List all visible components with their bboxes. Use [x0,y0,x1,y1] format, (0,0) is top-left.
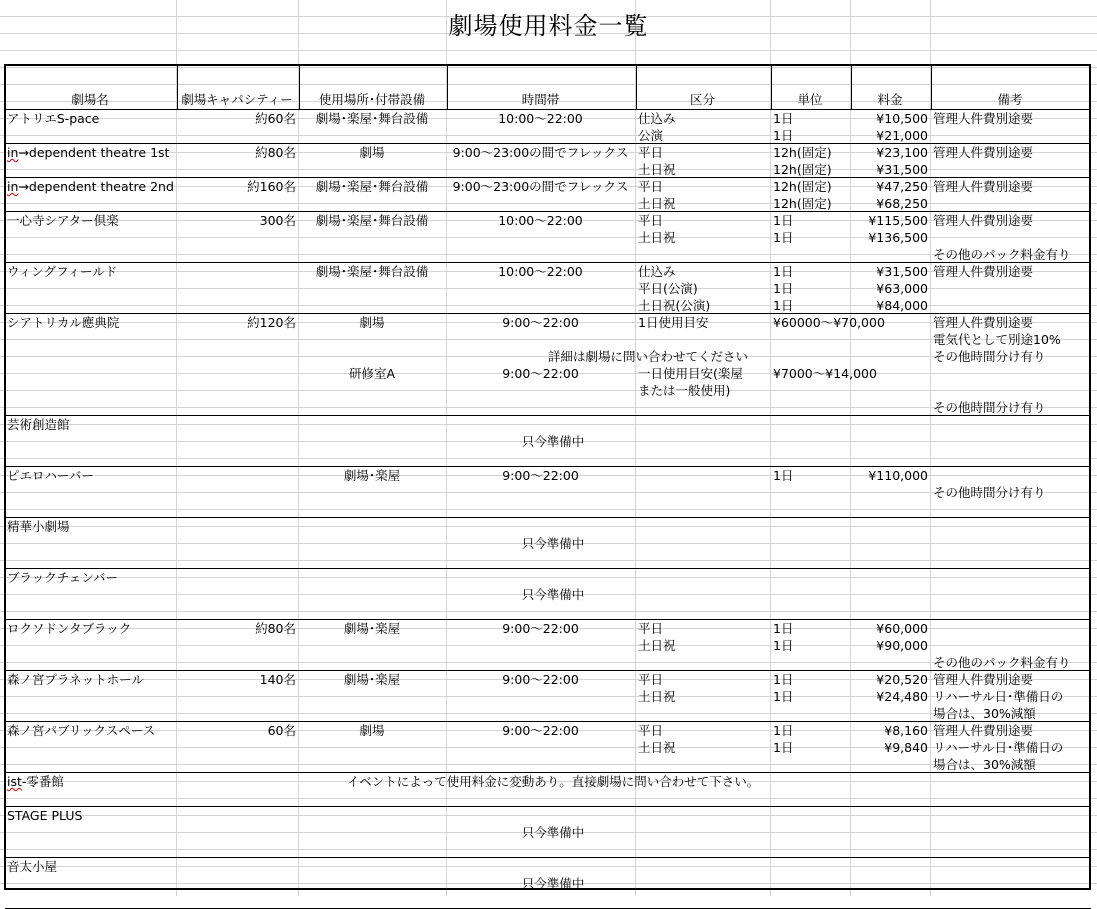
note: リハーサル日･準備日の [933,740,1064,755]
time-slot: 9:00〜22:00 [502,468,579,483]
capacity: 約80名 [255,621,296,636]
theater-name: ピエロハーバー [7,468,94,483]
theater-name: シアトリカル應典院 [7,315,120,330]
capacity: 300名 [259,213,296,228]
category: 平日(公演) [638,281,698,296]
capacity: 140名 [259,672,296,687]
time-slot: 9:00〜23:00の間でフレックス [452,145,629,160]
note: 管理人件費別途要 [933,672,1034,687]
usage-place: 劇場･楽屋 [343,672,401,687]
fee: ¥47,250 [876,179,928,194]
note: 管理人件費別途要 [933,179,1034,194]
usage-place: 劇場･楽屋･舞台設備 [315,264,429,279]
unit: 12h(固定) [773,145,832,160]
fee: ¥8,160 [884,723,928,738]
page-title: 劇場使用料金一覧 [448,12,649,40]
theater-name: STAGE PLUS [7,808,83,823]
fee: ¥136,500 [868,230,928,245]
category: 土日祝 [638,196,676,211]
note: 管理人件費別途要 [933,723,1034,738]
capacity: 約120名 [247,315,296,330]
header-capacity: 劇場キャパシティー [181,92,293,107]
theater-name: ブラックチェンバー [7,570,119,585]
unit: 1日 [773,689,794,704]
usage-place: 劇場 [359,723,385,738]
status-text: 只今準備中 [521,587,585,602]
fee: ¥9,840 [884,740,928,755]
fee: ¥23,100 [876,145,928,160]
note: 管理人件費別途要 [933,213,1034,228]
category: 土日祝 [638,162,676,177]
capacity: 約80名 [255,145,296,160]
fee: ¥21,000 [876,128,928,143]
unit: 1日 [773,468,794,483]
category: 土日祝(公演) [638,298,711,313]
usage-place: 劇場 [359,145,385,160]
header-time: 時間帯 [521,92,560,107]
note: 管理人件費別途要 [933,145,1034,160]
category: 土日祝 [638,689,676,704]
fee: ¥60,000 [876,621,928,636]
capacity: 約60名 [255,111,296,126]
column-border [771,65,772,109]
theater-name: アトリエS-pace [7,111,100,126]
note: その他時間分け有り [933,485,1046,500]
theater-name: in→dependent theatre 1st [7,145,170,160]
category: 仕込み [638,111,676,126]
theater-name: ロクソドンタブラック [7,621,132,636]
note: 管理人件費別途要 [933,264,1034,279]
fee: ¥63,000 [876,281,928,296]
note: 場合は、30%減額 [933,706,1036,721]
fee: ¥90,000 [876,638,928,653]
unit: 1日 [773,638,794,653]
unit: 1日 [773,723,794,738]
note: 管理人件費別途要 [933,111,1034,126]
unit: 1日 [773,281,794,296]
status-text: イベントによって使用料金に変動あり。直接劇場に問い合わせて下さい。 [346,774,760,789]
header-unit: 単位 [797,92,823,107]
theater-name: ウィングフィールド [7,264,118,279]
time-slot: 9:00〜22:00 [502,723,579,738]
category: 平日 [638,672,664,687]
fee: ¥20,520 [876,672,928,687]
theater-name: 芸術創造館 [7,417,70,432]
time-slot: 9:00〜22:00 [502,315,579,330]
usage-place: 劇場 [359,315,385,330]
note: その他時間分け有り [933,349,1046,364]
unit: 12h(固定) [773,162,832,177]
note: 場合は、30%減額 [933,757,1036,772]
unit: 1日 [773,621,794,636]
column-border [447,65,448,109]
usage-place: 研修室A [348,366,396,381]
status-text: 只今準備中 [521,434,585,449]
time-slot: 10:00〜22:00 [498,111,583,126]
unit: 12h(固定) [773,179,832,194]
time-slot: 9:00〜22:00 [502,366,579,381]
usage-place: 劇場･楽屋 [343,468,401,483]
fee: ¥68,250 [876,196,928,211]
theater-name: 一心寺シアター倶楽 [7,213,119,228]
time-slot: 9:00〜22:00 [502,672,579,687]
category: 平日 [638,145,664,160]
note: リハーサル日･準備日の [933,689,1064,704]
column-border [299,65,300,109]
capacity: 約160名 [247,179,296,194]
fee: ¥10,500 [876,111,928,126]
time-slot: 9:00〜23:00の間でフレックス [452,179,629,194]
unit: ¥60000〜¥70,000 [773,315,885,330]
usage-place: 劇場･楽屋･舞台設備 [315,179,429,194]
status-text: 只今準備中 [521,876,585,891]
column-border [636,65,637,109]
category: 仕込み [638,264,676,279]
fee: ¥84,000 [876,298,928,313]
status-text: 只今準備中 [521,536,585,551]
time-slot: 10:00〜22:00 [498,213,583,228]
header-theater-name: 劇場名 [71,92,109,107]
unit: 1日 [773,128,794,143]
unit: 1日 [773,264,794,279]
unit: 12h(固定) [773,196,832,211]
category: 土日祝 [638,230,676,245]
capacity: 60名 [267,723,296,738]
category: 公演 [638,128,664,143]
time-slot: 10:00〜22:00 [498,264,583,279]
unit: 1日 [773,672,794,687]
detail-text: 詳細は劇場に問い合わせてください [547,349,748,364]
category: 土日祝 [638,740,676,755]
note: 電気代として別途10% [933,332,1061,347]
usage-place: 劇場･楽屋･舞台設備 [315,213,429,228]
column-border [851,65,852,109]
theater-name: in→dependent theatre 2nd [7,179,174,194]
unit: 1日 [773,111,794,126]
theater-name: 森ノ宮プラネットホール [7,672,144,687]
category: 1日使用目安 [638,315,709,330]
header-fee: 料金 [877,92,903,107]
column-border [931,65,932,109]
category: 平日 [638,621,664,636]
note: その他時間分け有り [933,400,1046,415]
header-note: 備考 [997,92,1023,107]
header-place: 使用場所･付帯設備 [318,92,426,107]
category: または一般使用) [638,383,731,398]
theater-name: 音太小屋 [7,859,58,874]
unit: 1日 [773,740,794,755]
theater-name: 精華小劇場 [7,519,70,534]
fee: ¥31,500 [876,162,928,177]
note: その他のパック料金有り [933,655,1071,670]
unit: ¥7000〜¥14,000 [773,366,877,381]
unit: 1日 [773,298,794,313]
fee: ¥24,480 [876,689,928,704]
column-border [177,65,178,109]
category: 平日 [638,179,664,194]
note: その他のパック料金有り [933,247,1071,262]
theater-name: ist-零番館 [7,774,64,789]
fee: ¥110,000 [868,468,928,483]
fee: ¥31,500 [876,264,928,279]
fee: ¥115,500 [868,213,928,228]
category: 平日 [638,723,664,738]
unit: 1日 [773,230,794,245]
time-slot: 9:00〜22:00 [502,621,579,636]
unit: 1日 [773,213,794,228]
category: 一日使用目安(楽屋 [638,366,743,381]
usage-place: 劇場･楽屋･舞台設備 [315,111,429,126]
note: 管理人件費別途要 [933,315,1034,330]
category: 平日 [638,213,664,228]
status-text: 只今準備中 [521,825,585,840]
usage-place: 劇場･楽屋 [343,621,401,636]
theater-name: 森ノ宮パブリックスペース [7,723,156,738]
category: 土日祝 [638,638,676,653]
header-category: 区分 [689,92,715,107]
